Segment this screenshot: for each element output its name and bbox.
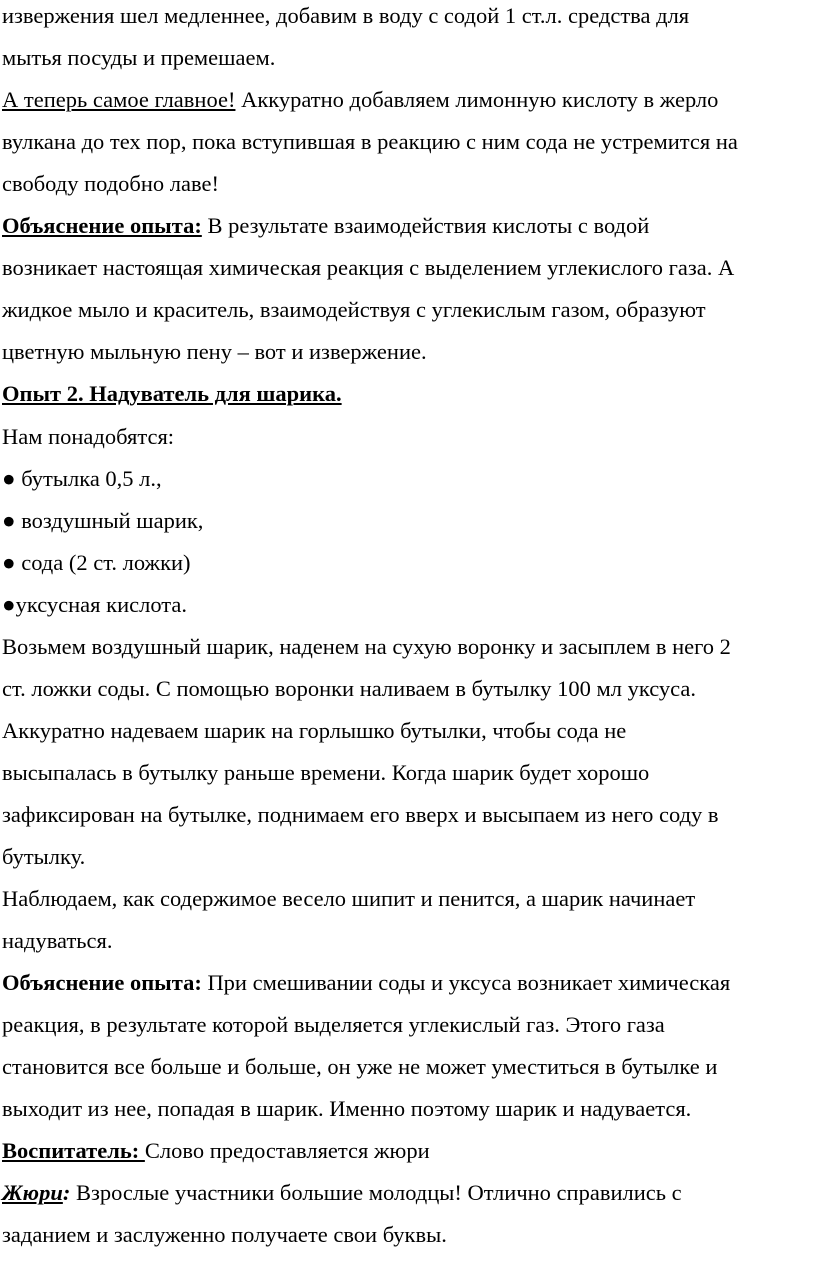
text-fragment: При смешивании соды и уксуса возникает химическая [201, 970, 731, 995]
text-line [2, 801, 719, 829]
text-line [2, 1095, 691, 1123]
text-line [2, 254, 734, 282]
text-line [2, 633, 731, 661]
text-fragment: выходит из нее, попадая в шарик. Именно поэтому шарик и надувается. [2, 1096, 692, 1121]
speaker-label: Воспитатель: [2, 1138, 145, 1163]
text-line [2, 1221, 447, 1249]
list-item [2, 591, 187, 619]
list-item [2, 465, 162, 493]
section-heading [2, 380, 342, 408]
text-line [2, 170, 219, 198]
text-fragment: Слово предоставляется жюри [144, 1138, 430, 1163]
text-fragment: заданием и заслуженно получаете свои буквы. [2, 1222, 447, 1247]
text-line [2, 969, 730, 997]
text-fragment: ● бутылка 0,5 л., [2, 466, 162, 491]
text-fragment: высыпалась в бутылку раньше времени. Когда шарик будет хорошо [2, 760, 650, 785]
text-line [2, 675, 696, 703]
text-fragment: извержения шел медленнее, добавим в воду с содой 1 ст.л. средства для [2, 3, 690, 28]
list-item [2, 549, 191, 577]
text-fragment: Аккуратно добавляем лимонную кислоту в жерло [235, 87, 719, 112]
text-line [2, 927, 113, 955]
text-fragment: жидкое мыло и краситель, взаимодействуя с углекислым газом, образуют [2, 297, 706, 322]
text-fragment: Наблюдаем, как содержимое весело шипит и пенится, а шарик начинает [2, 886, 696, 911]
text-line [2, 885, 695, 913]
text-fragment: надуваться. [2, 928, 113, 953]
text-fragment: ●уксусная кислота. [2, 592, 187, 617]
text-fragment: вулкана до тех пор, пока вступившая в реакцию с ним сода не устремится на [2, 129, 738, 154]
explanation-label: Объяснение опыта: [2, 213, 202, 238]
text-fragment: Взрослые участники большие молодцы! Отлично справились с [70, 1180, 682, 1205]
text-fragment: реакция, в результате которой выделяется углекислый газ. Этого газа [2, 1012, 665, 1037]
text-fragment: Возьмем воздушный шарик, наденем на сухую воронку и засыплем в него 2 [2, 634, 731, 659]
text-line [2, 1179, 682, 1207]
text-line [2, 128, 738, 156]
text-fragment: становится все больше и больше, он уже не может уместиться в бутылке и [2, 1054, 718, 1079]
highlight-phrase: А теперь самое главное! [2, 87, 236, 112]
text-fragment: В результате взаимодействия кислоты с водой [201, 213, 650, 238]
text-line [2, 2, 689, 30]
text-line [2, 843, 85, 871]
text-fragment: Нам понадобятся: [2, 424, 175, 449]
text-fragment: ст. ложки соды. С помощью воронки наливаем в бутылку 100 мл уксуса. [2, 676, 697, 701]
text-line [2, 86, 718, 114]
text-line [2, 759, 649, 787]
text-fragment: свободу подобно лаве! [2, 171, 219, 196]
text-fragment: ● воздушный шарик, [2, 508, 204, 533]
text-fragment: ● сода (2 ст. ложки) [2, 550, 191, 575]
text-line [2, 1011, 665, 1039]
list-item [2, 507, 203, 535]
text-fragment: зафиксирован на бутылке, поднимаем его вверх и высыпаем из него соду в [2, 802, 719, 827]
text-line [2, 423, 174, 451]
text-line [2, 212, 649, 240]
text-line [2, 44, 275, 72]
text-fragment: Аккуратно надеваем шарик на горлышко бутылки, чтобы сода не [2, 718, 627, 743]
text-fragment: бутылку. [2, 844, 86, 869]
text-fragment: цветную мыльную пену – вот и извержение. [2, 339, 427, 364]
text-fragment: возникает настоящая химическая реакция с выделением углекислого газа. А [2, 255, 735, 280]
text-line [2, 338, 427, 366]
speaker-label: Жюри [2, 1180, 63, 1205]
text-line [2, 1053, 717, 1081]
experiment-title: Опыт 2. Надуватель для шарика. [2, 381, 342, 406]
text-line [2, 1137, 430, 1165]
explanation-label: Объяснение опыта: [2, 970, 202, 995]
text-line [2, 296, 706, 324]
text-fragment: : [62, 1180, 71, 1205]
text-line [2, 717, 626, 745]
text-fragment: мытья посуды и премешаем. [2, 45, 276, 70]
